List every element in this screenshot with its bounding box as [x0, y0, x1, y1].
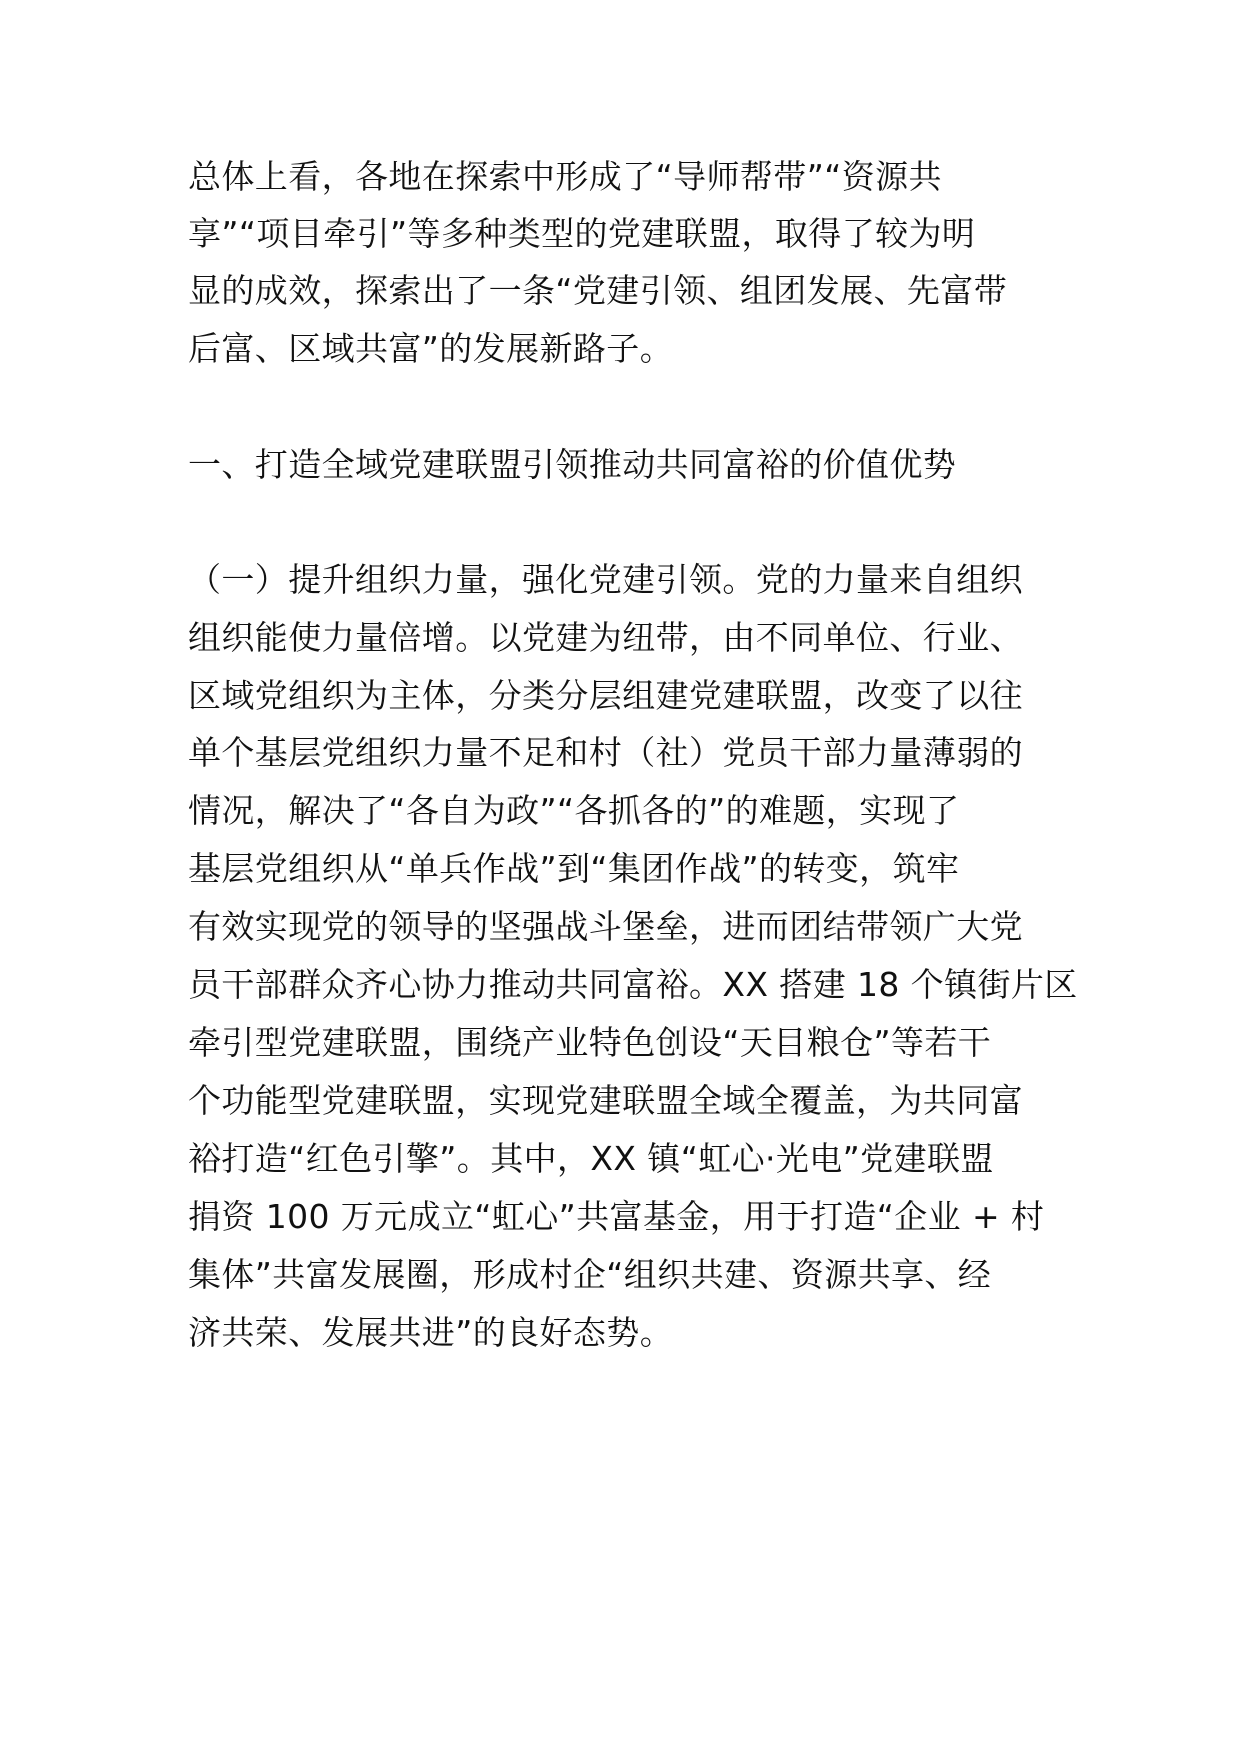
- intro-line: 总体上看，各地在探索中形成了“导师帮带”“资源共: [188, 157, 942, 196]
- paragraph-line: 集体”共富发展圈，形成村企“组织共建、资源共享、经: [188, 1255, 992, 1294]
- paragraph-line: 裕打造“红色引擎”。其中，XX 镇“虹心·光电”党建联盟: [188, 1139, 994, 1178]
- paragraph-line: 牵引型党建联盟，围绕产业特色创设“天目粮仓”等若干: [188, 1023, 992, 1062]
- paragraph-line: （一）提升组织力量，强化党建引领。党的力量来自组织: [188, 560, 1023, 599]
- paragraph-line: 基层党组织从“单兵作战”到“集团作战”的转变，筑牢: [188, 849, 960, 888]
- intro-line: 享”“项目牵引”等多种类型的党建联盟，取得了较为明: [188, 214, 976, 253]
- paragraph-line: 捐资 100 万元成立“虹心”共富基金，用于打造“企业 + 村: [188, 1197, 1045, 1236]
- paragraph-line: 员干部群众齐心协力推动共同富裕。XX 搭建 18 个镇街片区: [188, 965, 1078, 1004]
- paragraph-line: 有效实现党的领导的坚强战斗堡垒，进而团结带领广大党: [188, 907, 1023, 946]
- intro-line: 后富、区域共富”的发展新路子。: [188, 329, 674, 368]
- paragraph-line: 情况，解决了“各自为政”“各抓各的”的难题，实现了: [188, 791, 960, 830]
- paragraph-line: 单个基层党组织力量不足和村（社）党员干部力量薄弱的: [188, 733, 1023, 772]
- paragraph-line: 个功能型党建联盟，实现党建联盟全域全覆盖，为共同富: [188, 1081, 1023, 1120]
- intro-line: 显的成效，探索出了一条“党建引领、组团发展、先富带: [188, 271, 1008, 310]
- paragraph-line: 组织能使力量倍增。以党建为纽带，由不同单位、行业、: [188, 618, 1023, 657]
- paragraph-line: 区域党组织为主体，分类分层组建党建联盟，改变了以往: [188, 676, 1023, 715]
- paragraph-line: 济共荣、发展共进”的良好态势。: [188, 1313, 674, 1352]
- section-heading: 一、打造全域党建联盟引领推动共同富裕的价值优势: [188, 445, 957, 484]
